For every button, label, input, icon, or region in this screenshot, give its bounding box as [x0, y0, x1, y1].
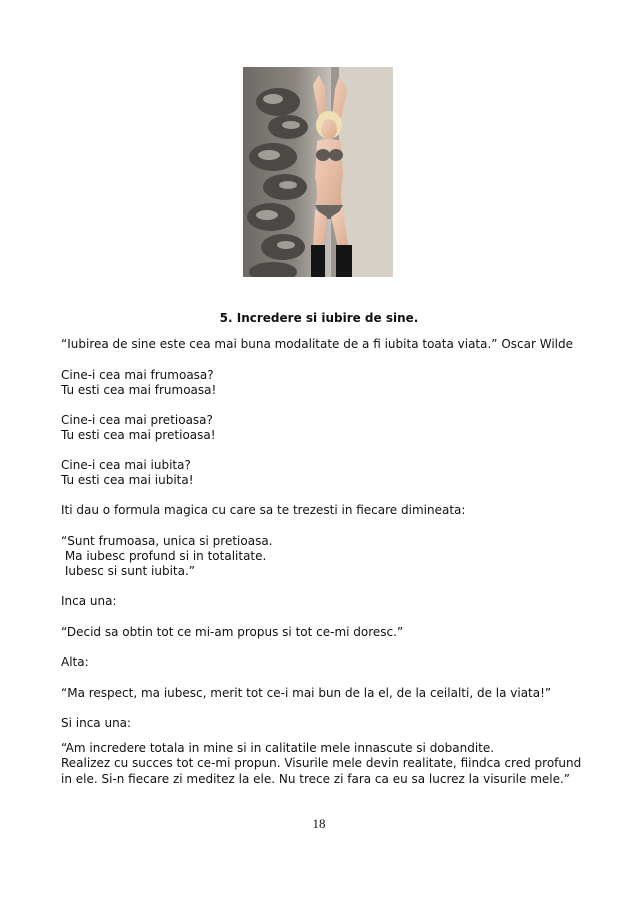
section-heading: 5. Incredere si iubire de sine.	[219, 311, 419, 325]
body-line: Cine-i cea mai pretioasa?	[61, 413, 213, 427]
body-line: Realizez cu succes tot ce-mi propun. Visurile mele devin realitate, fiindca cred profund	[61, 756, 582, 770]
body-line: “Ma respect, ma iubesc, merit tot ce-i mai bun de la el, de la ceilalti, de la viata!”	[61, 686, 552, 700]
body-line: “Sunt frumoasa, unica si pretioasa.	[61, 534, 273, 548]
body-line: Ma iubesc profund si in totalitate.	[61, 549, 267, 563]
body-line: in ele. Si-n fiecare zi meditez la ele. Nu trece zi fara ca eu sa lucrez la visurile mele.”	[61, 772, 571, 786]
body-line: Iti dau o formula magica cu care sa te trezesti in fiecare dimineata:	[61, 503, 466, 517]
body-line: Alta:	[61, 655, 89, 669]
body-line: “Decid sa obtin tot ce mi-am propus si tot ce-mi doresc.”	[61, 625, 404, 639]
quote-line: “Iubirea de sine este cea mai buna modalitate de a fi iubita toata viata.” Oscar Wilde	[61, 337, 573, 351]
photo-illustration	[243, 67, 393, 277]
body-line: Cine-i cea mai frumoasa?	[61, 368, 214, 382]
figure-photo	[243, 67, 393, 277]
body-line: Tu esti cea mai frumoasa!	[61, 383, 217, 397]
body-line: Iubesc si sunt iubita.”	[61, 564, 195, 578]
body-line: “Am incredere totala in mine si in calitatile mele innascute si dobandite.	[61, 741, 495, 755]
body-line: Si inca una:	[61, 716, 132, 730]
body-line: Tu esti cea mai pretioasa!	[61, 428, 216, 442]
body-line: Inca una:	[61, 594, 117, 608]
body-line: Tu esti cea mai iubita!	[61, 473, 194, 487]
body-line: Cine-i cea mai iubita?	[61, 458, 191, 472]
page-number: 18	[312, 816, 326, 831]
